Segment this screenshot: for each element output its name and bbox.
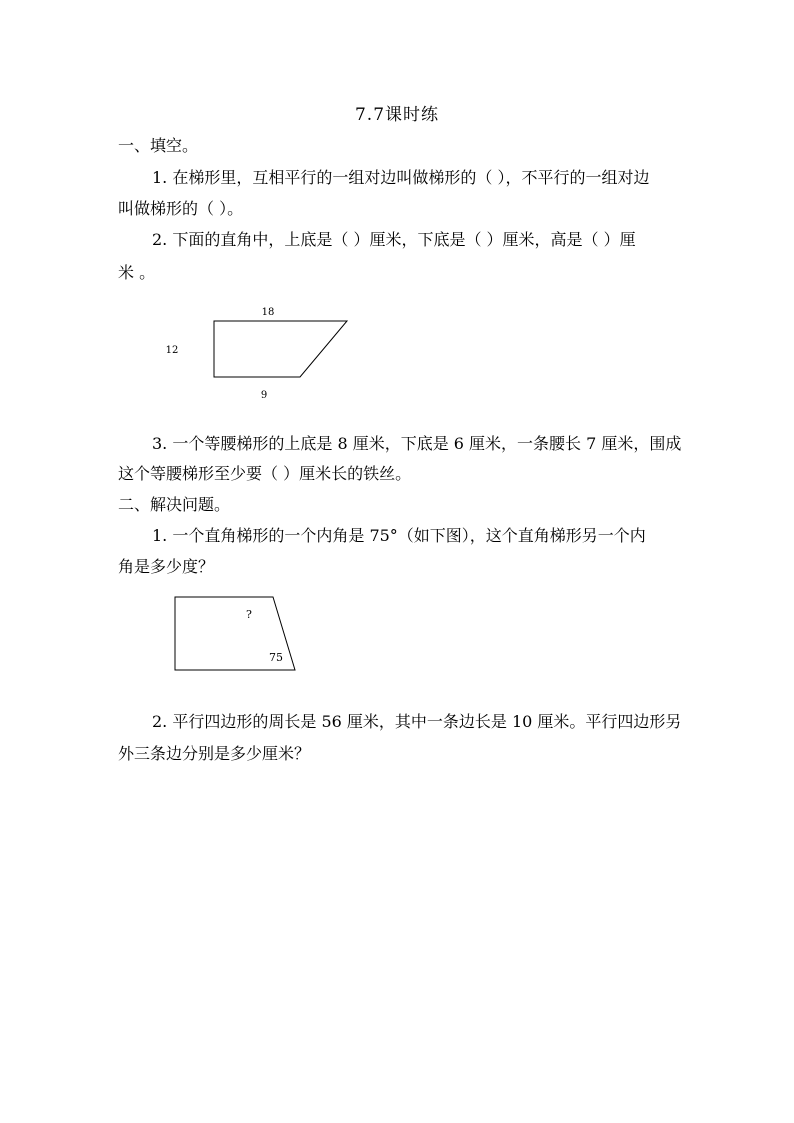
trapezoid-figure-2	[165, 590, 310, 680]
section-heading-fill-blank: 一、填空。	[118, 136, 199, 155]
trapezoid-1-left-label: 12	[165, 345, 179, 356]
question-1-line-1: 1. 在梯形里，互相平行的一组对边叫做梯形的（ ），不平行的一组对边	[152, 168, 650, 187]
question-1-line-2: 叫做梯形的（ ）。	[118, 199, 244, 218]
section-heading-solve-problems: 二、解决问题。	[118, 495, 231, 514]
trapezoid-2-unknown-angle-label: ?	[246, 608, 252, 621]
page-title: 7.7课时练	[354, 105, 440, 125]
problem-1-line-1: 1. 一个直角梯形的一个内角是 75°（如下图），这个直角梯形另一个内	[152, 526, 646, 545]
problem-2-line-1: 2. 平行四边形的周长是 56 厘米，其中一条边长是 10 厘米。平行四边形另	[152, 712, 682, 731]
trapezoid-figure-1	[150, 300, 370, 405]
question-3-line-2: 这个等腰梯形至少要（ ）厘米长的铁丝。	[118, 464, 412, 483]
question-2-line-2: 米 。	[118, 263, 156, 282]
problem-2-line-2: 外三条边分别是多少厘米？	[118, 744, 311, 763]
trapezoid-1-top-label: 18	[261, 307, 275, 318]
trapezoid-1-bottom-label: 9	[260, 390, 268, 401]
problem-1-line-2: 角是多少度？	[118, 557, 215, 576]
trapezoid-2-angle-label: 75	[269, 651, 283, 664]
question-2-line-1: 2. 下面的直角中，上底是（ ）厘米，下底是（ ）厘米，高是（ ）厘	[152, 230, 636, 249]
trapezoid-1-outline	[214, 321, 347, 377]
question-3-line-1: 3. 一个等腰梯形的上底是 8 厘米，下底是 6 厘米，一条腰长 7 厘米，围成	[152, 434, 682, 453]
